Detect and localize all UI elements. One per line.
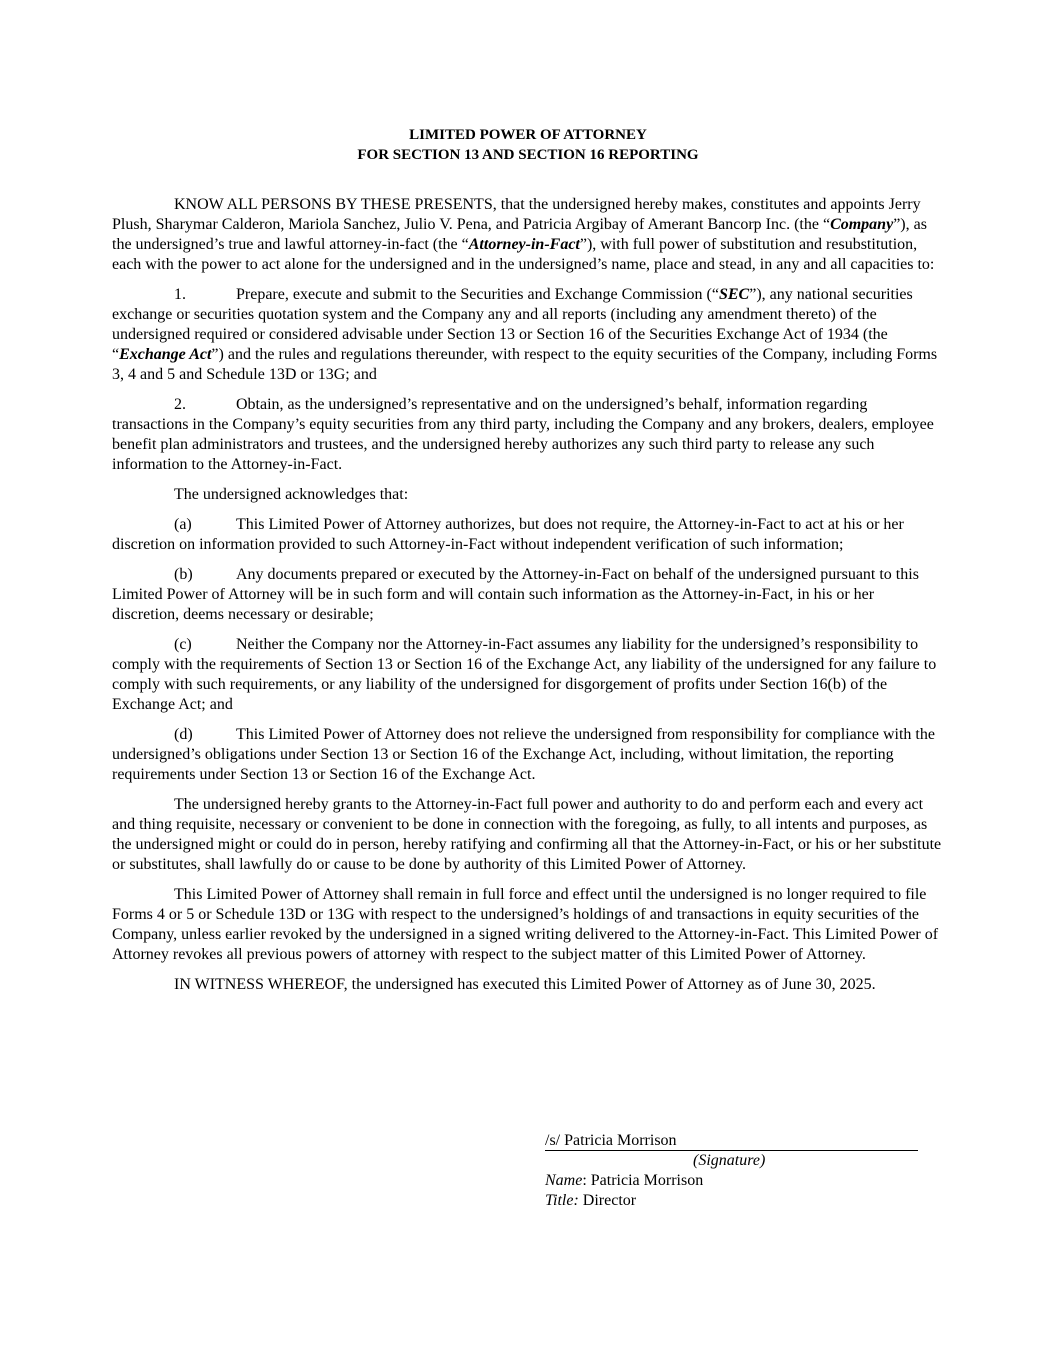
- ack-item-text: Neither the Company nor the Attorney-in-Fact assumes any liability for the undersigned’s responsibility to comply with the requirements of Section 13 or Section 16 of the Exchange Act, any liability of the undersigned for any failure to comply with such requirements, or any liability of the undersigned for disgorgement of profits under Section 16(b) of the Exchange Act; and: [112, 636, 937, 713]
- ack-item-number: (b): [174, 566, 193, 583]
- ack-item-c: [112, 635, 944, 715]
- item-1-text-1: Prepare, execute and submit to the Securities and Exchange Commission (“: [236, 286, 719, 303]
- grant-paragraph: The undersigned hereby grants to the Attorney-in-Fact full power and authority to do and perform each and every act and thing requisite, necessary or convenient to be done in connection with the foregoing, as fully, to all intents and purposes, as the undersigned might or could do in person, hereby ratifying and confirming all that the Attorney-in-Fact, or his or her substitute or substitutes, shall lawfully do or cause to be done by authority of this Limited Power of Attorney.: [112, 796, 942, 873]
- document-title: [112, 125, 944, 165]
- acknowledges-paragraph: The undersigned acknowledges that:: [174, 486, 409, 503]
- item-1-text-3: ”) and the rules and regulations thereunder, with respect to the equity securities of the Company, including Forms 3, 4 and 5 and Schedule 13D or 13G; and: [112, 346, 938, 383]
- ack-item-a: [112, 515, 944, 555]
- signature-block: [545, 1130, 925, 1211]
- defined-term-attorney-in-fact: Attorney-in-Fact: [468, 236, 580, 253]
- intro-text-3: ”), with full power of substitution and resubstitution, each with the power to act alone for the undersigned and in the undersigned’s name, place and stead, in any and all capacities to:: [112, 236, 935, 273]
- signatory-title: [545, 1191, 925, 1211]
- defined-term-company: Company: [830, 216, 894, 233]
- ack-item-number: (a): [174, 516, 192, 533]
- item-1-text-2: ”), any national securities exchange or securities quotation system and the Company any and all reports (including any amendment thereto) of the undersigned required or considered advisable under Section 13 or Section 16 of the Securities Exchange Act of 1934 (the “: [112, 286, 913, 363]
- item-2-paragraph: [112, 395, 944, 475]
- defined-term-exchange-act: Exchange Act: [119, 346, 212, 363]
- document-body: [112, 195, 944, 1005]
- ack-item-text: Any documents prepared or executed by the Attorney-in-Fact on behalf of the undersigned pursuant to this Limited Power of Attorney will be in such form and will contain such information as the Attorney-in-Fact, in his or her discretion, deems necessary or desirable;: [112, 566, 919, 623]
- ack-item-text: This Limited Power of Attorney authorizes, but does not require, the Attorney-in-Fact to act at his or her discretion on information provided to such Attorney-in-Fact without independent verification of such information;: [112, 516, 904, 553]
- ack-item-b: [112, 565, 944, 625]
- intro-text-2: ”), as the undersigned’s true and lawful attorney-in-fact (the “: [112, 216, 927, 253]
- intro-text-1: KNOW ALL PERSONS BY THESE PRESENTS, that the undersigned hereby makes, constitutes and appoints Jerry Plush, Sharymar Calderon, Mariola Sanchez, Julio V. Pena, and Patricia Argibay of Amerant Bancorp Inc. (the “: [112, 196, 921, 233]
- title-value: Director: [578, 1192, 637, 1209]
- defined-term-sec: SEC: [718, 286, 750, 303]
- name-label: Name: [545, 1172, 583, 1189]
- title-label: Title:: [545, 1192, 579, 1209]
- witness-paragraph: IN WITNESS WHEREOF, the undersigned has executed this Limited Power of Attorney as of June 30, 2025.: [174, 976, 876, 993]
- title-line-1: LIMITED POWER OF ATTORNEY: [409, 127, 647, 143]
- ack-item-number: (d): [174, 726, 193, 743]
- item-2-text: Obtain, as the undersigned’s representative and on the undersigned’s behalf, information regarding transactions in the Company’s equity securities from any third party, including the Company and any brokers, dealers, employee benefit plan administrators and trustees, and the undersigned hereby authorizes any such third party to release any such information to the Attorney-in-Fact.: [112, 396, 934, 473]
- title-line-2: FOR SECTION 13 AND SECTION 16 REPORTING: [357, 147, 699, 163]
- signature-caption: (Signature): [693, 1152, 766, 1169]
- ack-item-number: (c): [174, 636, 192, 653]
- name-value: : Patricia Morrison: [582, 1172, 704, 1189]
- ack-item-text: This Limited Power of Attorney does not relieve the undersigned from responsibility for compliance with the undersigned’s obligations under Section 13 or Section 16 of the Exchange Act, including, without limitation, the reporting requirements under Section 13 or Section 16 of the Exchange Act.: [112, 726, 935, 783]
- duration-paragraph: This Limited Power of Attorney shall remain in full force and effect until the undersigned is no longer required to file Forms 4 or 5 or Schedule 13D or 13G with respect to the undersigned’s holdings of and transactions in equity securities of the Company, unless earlier revoked by the undersigned in a signed writing delivered to the Attorney-in-Fact. This Limited Power of Attorney revokes all previous powers of attorney with respect to the subject matter of this Limited Power of Attorney.: [112, 886, 939, 963]
- item-2-number: 2.: [174, 396, 186, 413]
- item-1-number: 1.: [174, 286, 186, 303]
- ack-item-d: [112, 725, 944, 785]
- intro-paragraph: [112, 195, 944, 275]
- signature-line: [545, 1130, 918, 1151]
- signature-value: /s/ Patricia Morrison: [545, 1132, 677, 1149]
- item-1-paragraph: [112, 285, 944, 385]
- signatory-name: [545, 1171, 925, 1191]
